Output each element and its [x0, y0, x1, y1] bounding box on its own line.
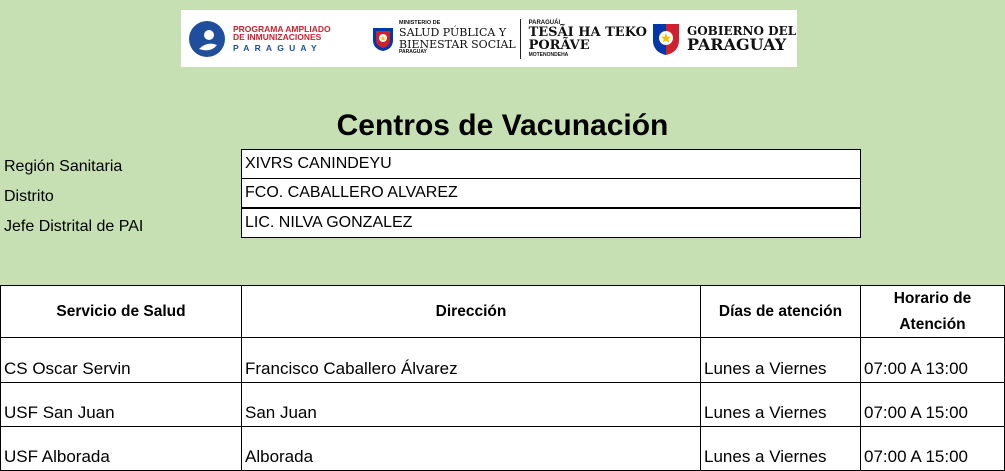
row-3-servicio: USF Alborada [0, 426, 242, 471]
gobierno-shield-icon [651, 22, 681, 56]
ministerio-logo [372, 10, 518, 67]
ministerio-line-4: PARAGUAY [399, 49, 427, 56]
row-1-direccion: Francisco Caballero Álvarez [241, 337, 701, 383]
tesai-line-2: TESÃI HA TEKO [528, 24, 647, 40]
pai-line-3: PARAGUAY [233, 42, 322, 53]
ministerio-line-3: BIENESTAR SOCIAL [399, 37, 516, 51]
gobierno-logo [651, 10, 797, 67]
row-1-dias: Lunes a Viernes [700, 337, 861, 383]
district-label: Distrito [4, 188, 54, 205]
row-2-servicio: USF San Juan [0, 382, 242, 427]
ministerio-line-2: SALUD PÚBLICA Y [399, 26, 507, 40]
ministerio-line-1: MINISTERIO DE [399, 20, 441, 27]
row-3-dias: Lunes a Viernes [700, 426, 861, 471]
gobierno-line-1: GOBIERNO DEL [686, 23, 797, 38]
tesai-line-1: PARAGUÁI [528, 19, 561, 26]
row-3-horario: 07:00 A 15:00 [860, 426, 1005, 471]
row-1-servicio: CS Oscar Servin [0, 337, 242, 383]
pai-line-1: PROGRAMA AMPLIADO [233, 23, 331, 34]
pai-logo [187, 10, 350, 67]
logo-divider [520, 19, 521, 59]
district-value: FCO. CABALLERO ALVAREZ [241, 178, 861, 208]
header-dias: Días de atención [700, 285, 861, 338]
row-2-horario: 07:00 A 15:00 [860, 382, 1005, 427]
pai-chief-value: LIC. NILVA GONZALEZ [241, 208, 861, 238]
header-logo-banner [181, 10, 797, 67]
pai-emblem-icon [187, 19, 227, 59]
page-title: Centros de Vacunación [336, 109, 669, 142]
pai-chief-label: Jefe Distrital de PAI [4, 218, 144, 235]
row-3-direccion: Alborada [241, 426, 701, 471]
region-value: XIVRS CANINDEYU [241, 149, 861, 179]
gobierno-line-2: PARAGUAY [686, 34, 787, 54]
tesai-logo [529, 10, 647, 67]
region-label: Región Sanitaria [4, 158, 123, 175]
row-1-horario: 07:00 A 13:00 [860, 337, 1005, 383]
header-direccion: Dirección [241, 285, 701, 338]
tesai-line-3: PORÃVE [528, 37, 590, 53]
row-2-direccion: San Juan [241, 382, 701, 427]
header-horario: Horario de Atención [860, 285, 1005, 338]
row-2-dias: Lunes a Viernes [700, 382, 861, 427]
pai-line-2: DE INMUNIZACIONES [233, 32, 322, 43]
header-servicio: Servicio de Salud [0, 285, 242, 338]
paraguay-shield-icon [372, 26, 394, 52]
tesai-line-4: MOTENONDEHA [528, 51, 569, 58]
